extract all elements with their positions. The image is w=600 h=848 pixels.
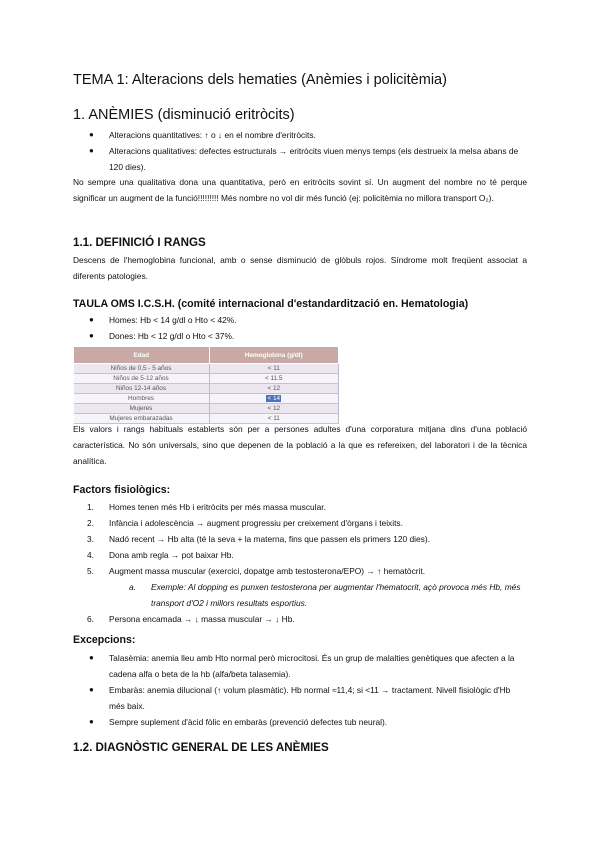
list-item: ● Sempre suplement d'àcid fòlic en embaràs (prevenció defectes tub neural). [73,714,527,730]
list-item: 6. Persona encamada → ↓ massa muscular → ↓ Hb. [87,614,295,624]
list-item: ● Homes: Hb < 14 g/dl o Hto < 42%. [73,312,527,328]
table-row: Niños de 5-12 años < 11.5 [74,374,339,384]
factors-heading: Factors fisiològics: [73,484,171,496]
list-item: ● Alteracions qualitatives: defectes estructurals → eritròcits viuen menys temps (els destrueix la melsa abans de 120 dies). [73,143,527,175]
table-header-edad: Edad [74,347,210,364]
exceptions-list [73,650,527,730]
bullet-icon: ● [89,146,94,155]
bullet-icon: ● [89,717,94,726]
paragraph-definicio: Descens de l'hemoglobina funcional, amb o sense disminució de glòbuls rojos. Síndrome molt freqüent associat a diferents patologies. [73,255,527,281]
table-heading: TAULA OMS I.C.S.H. (comité internacional d'estandardització en. Hematologia) [73,298,469,310]
paragraph-quantitative: No sempre una qualitativa dona una quantitativa, però en eritròcits sovint sí. Un augment del nombre no té perque significar un augment de la funció!!!!!!!!! Més nombre no vol dir més funció (ej: policitèmia no millora transport O₂). [73,177,527,203]
list-item: 2. Infància i adolescència → augment progressiu per creixement d'òrgans i teixits. [87,518,403,528]
bullet-icon: ● [89,685,94,694]
bullet-icon: ● [89,315,94,324]
list-item: 5. Augment massa muscular (exercici, dopatge amb testosterona/EPO) → ↑ hematòcrit. [87,566,426,576]
list-item: ● Dones: Hb < 12 g/dl o Hto < 37%. [73,328,527,344]
bullet-icon: ● [89,331,94,340]
section-heading-definicio: 1.1. DEFINICIÓ I RANGS [73,236,206,249]
paragraph-values: Els valors i rangs habituals establerts són per a persones adultes d'una corporatura mitjana dins d'una població característica. No són universals, sino que depenen de la població a la que es refereixen, del laboratori i de la tècnica analítica. [73,424,527,466]
table-row: Niños de 0,5 - 5 años < 11 [74,364,339,374]
section-heading-anemies: 1. ANÈMIES (disminució eritròcits) [73,107,295,123]
list-item: 1. Homes tenen més Hb i eritròcits per més massa muscular. [87,502,326,512]
list-item: ● Talasèmia: anemia lleu amb Hto normal però microcitosi. És un grup de malalties genètiques que afecten a la cadena alfa o beta de la hb (alfa/beta talasemia). [73,650,527,682]
alterations-list [73,127,527,175]
hemoglobin-table [73,346,339,424]
table-row: Mujeres < 12 [74,404,339,414]
table-row: Mujeres embarazadas < 11 [74,414,339,424]
list-item: 4. Dona amb regla → pot baixar Hb. [87,550,234,560]
table-header-hemoglobina: Hemoglobina (g/dl) [209,347,338,364]
list-item: ● Alteracions quantitatives: ↑ o ↓ en el nombre d'eritròcits. [73,127,527,143]
section-heading-diagnostic: 1.2. DIAGNÒSTIC GENERAL DE LES ANÈMIES [73,741,329,754]
list-item: ● Embaràs: anemia dilucional (↑ volum plasmàtic). Hb normal ≈11,4; si <11 → tractament. Nivell fisiològic d'Hb més baix. [73,682,527,714]
table-row: Niños 12-14 años < 12 [74,384,339,394]
table-row: Hombres < 14 [74,394,339,404]
bullet-icon: ● [89,653,94,662]
list-subitem: a. Exemple: Al dopping es punxen testosterona per augmentar l'hematocrit, açò provoca més Hb, més transport d'O2 i millors resultats esportius. [129,582,521,608]
highlighted-value: < 14 [267,395,281,402]
factors-list [73,499,527,627]
bullet-icon: ● [89,130,94,139]
page-title: TEMA 1: Alteracions dels hematies (Anèmies i policitèmia) [73,72,447,88]
exceptions-heading: Excepcions: [73,634,136,646]
oms-list [73,312,527,344]
list-item: 3. Nadó recent → Hb alta (té la seva + la materna, fins que passen els primers 120 dies). [87,534,430,544]
